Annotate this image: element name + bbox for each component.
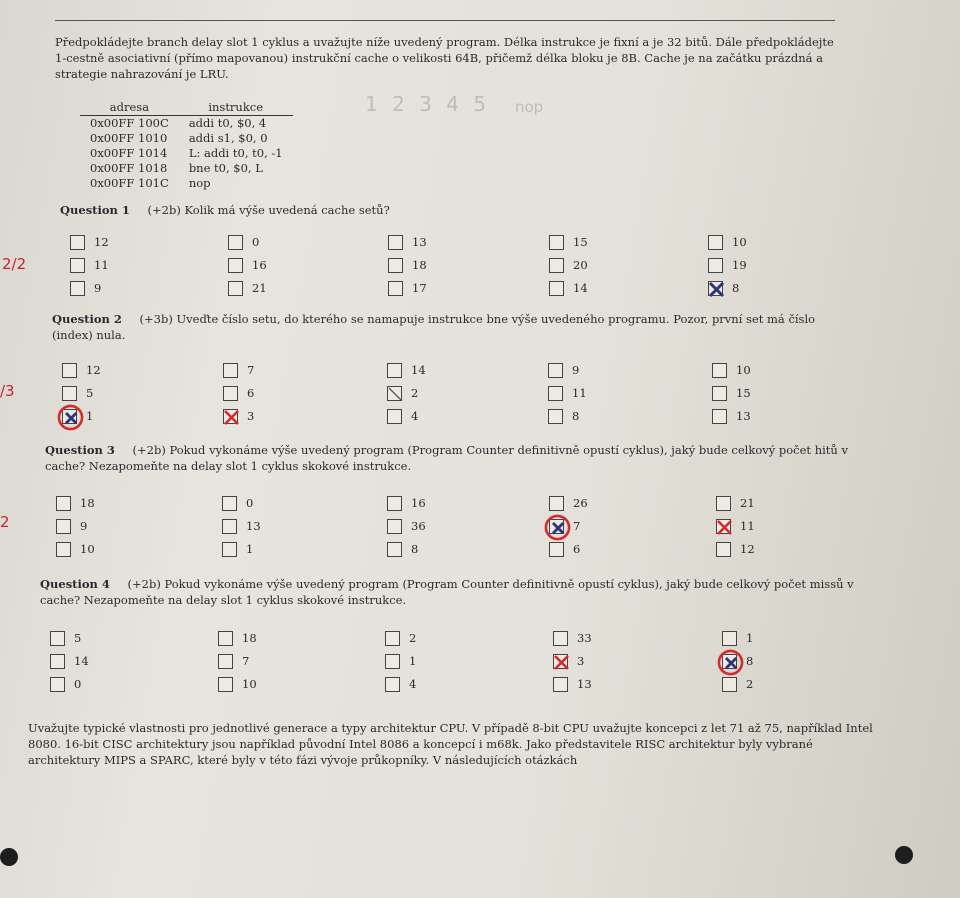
- answer-option[interactable]: [548, 361, 579, 379]
- answer-option[interactable]: [50, 629, 81, 647]
- answer-option[interactable]: [228, 256, 267, 274]
- checkbox[interactable]: [70, 258, 85, 273]
- checkbox[interactable]: [549, 519, 564, 534]
- checkbox[interactable]: [548, 386, 563, 401]
- checkbox[interactable]: [548, 409, 563, 424]
- question-title: Question 3: [45, 443, 115, 457]
- option-label: 8: [572, 409, 580, 423]
- checkbox[interactable]: [549, 258, 564, 273]
- answer-option[interactable]: [548, 407, 579, 425]
- option-label: 7: [242, 654, 250, 668]
- score-question-1: 2/2: [2, 255, 27, 273]
- checkbox[interactable]: [385, 654, 400, 669]
- answer-option[interactable]: [549, 233, 588, 251]
- option-label: 16: [411, 496, 426, 510]
- checkbox[interactable]: [222, 542, 237, 557]
- answer-option[interactable]: [56, 517, 87, 535]
- checkbox[interactable]: [548, 363, 563, 378]
- option-label: 13: [736, 409, 751, 423]
- checkbox[interactable]: [50, 631, 65, 646]
- option-label: 14: [411, 363, 426, 377]
- checkbox[interactable]: [70, 281, 85, 296]
- answer-option[interactable]: [223, 361, 254, 379]
- checkbox[interactable]: [385, 677, 400, 692]
- answer-option[interactable]: [708, 256, 747, 274]
- checkbox[interactable]: [722, 677, 737, 692]
- option-label: 26: [573, 496, 588, 510]
- option-label: 10: [736, 363, 751, 377]
- answer-option[interactable]: [553, 629, 592, 647]
- answer-option[interactable]: [388, 279, 427, 297]
- instruction-cell: nop: [188, 176, 211, 190]
- checkbox[interactable]: [712, 409, 727, 424]
- checkbox[interactable]: [549, 281, 564, 296]
- option-label: 5: [86, 386, 94, 400]
- checkbox[interactable]: [712, 386, 727, 401]
- table-header-address: adresa: [80, 100, 179, 116]
- option-label: 14: [573, 281, 588, 295]
- answer-option[interactable]: [385, 675, 416, 693]
- checkbox[interactable]: [56, 496, 71, 511]
- option-label: 2: [409, 631, 417, 645]
- answer-option[interactable]: [228, 233, 259, 251]
- checkbox[interactable]: [388, 235, 403, 250]
- answer-option[interactable]: [549, 279, 588, 297]
- checkbox[interactable]: [223, 363, 238, 378]
- option-label: 18: [80, 496, 95, 510]
- option-label: 7: [247, 363, 255, 377]
- checkbox[interactable]: [387, 542, 402, 557]
- checkbox[interactable]: [228, 235, 243, 250]
- question-1-header: [60, 202, 820, 218]
- checkbox[interactable]: [218, 654, 233, 669]
- checkbox[interactable]: [388, 281, 403, 296]
- option-label: 4: [411, 409, 419, 423]
- option-label: 1: [246, 542, 254, 556]
- option-label: 2: [746, 677, 754, 691]
- program-table: [80, 100, 293, 191]
- checkbox[interactable]: [228, 258, 243, 273]
- check-mark-icon: [57, 404, 84, 431]
- option-label: 19: [732, 258, 747, 272]
- answer-option[interactable]: [387, 407, 418, 425]
- checkbox[interactable]: [70, 235, 85, 250]
- option-label: 8: [732, 281, 740, 295]
- question-4-header: [40, 576, 860, 608]
- option-label: 33: [577, 631, 592, 645]
- answer-option[interactable]: [549, 540, 580, 558]
- answer-option[interactable]: [385, 652, 416, 670]
- option-label: 6: [573, 542, 581, 556]
- option-label: 21: [252, 281, 267, 295]
- check-mark-icon: [714, 517, 735, 538]
- answer-option[interactable]: [387, 540, 418, 558]
- option-label: 7: [573, 519, 581, 533]
- score-question-2: /3: [0, 382, 15, 400]
- checkbox[interactable]: [388, 258, 403, 273]
- option-label: 13: [246, 519, 261, 533]
- question-3-header: [45, 442, 850, 474]
- outro-paragraph: Uvažujte typické vlastnosti pro jednotlivé generace a typy architektur CPU. V případě 8-bit CPU uvažujte koncepci z let 71 až 75, například Intel 8080. 16-bit CISC architektury jsou například původní Intel 8086 a koncepcí i m68k. Jako představitele RISC architektur byly vybrané architektury MIPS a SPARC, které byly v této fázi vývoje průkopníky. V následujících otázkách: [28, 721, 873, 767]
- option-label: 8: [411, 542, 419, 556]
- top-rule: [55, 20, 835, 21]
- instruction-cell: bne t0, $0, L: [188, 161, 263, 175]
- checkbox[interactable]: [56, 542, 71, 557]
- answer-option[interactable]: [222, 540, 253, 558]
- option-label: 15: [736, 386, 751, 400]
- answer-option[interactable]: [722, 675, 753, 693]
- checkbox[interactable]: [549, 235, 564, 250]
- option-label: 12: [740, 542, 755, 556]
- answer-option[interactable]: [218, 675, 257, 693]
- answer-option[interactable]: [708, 233, 747, 251]
- answer-option[interactable]: [388, 233, 427, 251]
- checkbox[interactable]: [716, 519, 731, 534]
- pencil-note-numbers: 1 2 3 4 5: [365, 92, 491, 116]
- option-label: 3: [247, 409, 255, 423]
- answer-option[interactable]: [70, 233, 109, 251]
- checkbox[interactable]: [722, 654, 737, 669]
- answer-option[interactable]: [62, 384, 93, 402]
- intro-paragraph: Předpokládejte branch delay slot 1 cyklus a uvažujte níže uvedený program. Délka instrukce je fixní a je 32 bitů. Dále předpokládejte 1-cestně asociativní (přímo mapovanou) instrukční cache o velikosti 64B, přičemž délka bloku je 8B. Cache je na začátku prázdná a strategie nahrazování je LRU.: [55, 35, 834, 81]
- checkbox[interactable]: [722, 631, 737, 646]
- option-label: 1: [746, 631, 754, 645]
- checkbox[interactable]: [62, 363, 77, 378]
- pencil-slash-mark: [385, 384, 406, 405]
- checkbox[interactable]: [62, 409, 77, 424]
- pencil-note-nop: nop: [515, 98, 544, 116]
- option-label: 2: [411, 386, 419, 400]
- option-label: 1: [409, 654, 417, 668]
- score-question-3: 2: [0, 513, 10, 531]
- option-label: 9: [94, 281, 102, 295]
- binder-hole-right: [895, 846, 913, 864]
- option-label: 5: [74, 631, 82, 645]
- answer-option[interactable]: [553, 652, 584, 670]
- check-mark-icon: [551, 652, 572, 673]
- check-mark-icon: [544, 514, 571, 541]
- question-title: Question 2: [52, 312, 122, 326]
- answer-option[interactable]: [385, 629, 416, 647]
- question-text: (+2b) Kolik má výše uvedená cache setů?: [147, 203, 390, 217]
- option-label: 0: [246, 496, 254, 510]
- check-mark-icon: [717, 649, 744, 676]
- option-label: 10: [242, 677, 257, 691]
- answer-option[interactable]: [56, 540, 95, 558]
- checkbox[interactable]: [218, 631, 233, 646]
- table-row: [80, 131, 293, 146]
- option-label: 13: [412, 235, 427, 249]
- option-label: 8: [746, 654, 754, 668]
- checkbox[interactable]: [387, 496, 402, 511]
- table-row: [80, 176, 293, 191]
- checkbox[interactable]: [50, 654, 65, 669]
- answer-option[interactable]: [549, 256, 588, 274]
- question-title: Question 1: [60, 203, 130, 217]
- option-label: 6: [247, 386, 255, 400]
- answer-option[interactable]: [222, 517, 261, 535]
- answer-option[interactable]: [218, 629, 257, 647]
- checkbox[interactable]: [708, 281, 723, 296]
- option-label: 4: [409, 677, 417, 691]
- checkbox[interactable]: [549, 542, 564, 557]
- answer-option[interactable]: [553, 675, 592, 693]
- answer-option[interactable]: [223, 384, 254, 402]
- answer-option[interactable]: [712, 361, 751, 379]
- option-label: 9: [572, 363, 580, 377]
- checkbox[interactable]: [222, 496, 237, 511]
- checkbox[interactable]: [56, 519, 71, 534]
- instruction-cell: addi t0, $0, 4: [188, 116, 267, 130]
- checkbox[interactable]: [549, 496, 564, 511]
- option-label: 1: [86, 409, 94, 423]
- option-label: 17: [412, 281, 427, 295]
- option-label: 12: [94, 235, 109, 249]
- answer-option[interactable]: [712, 407, 751, 425]
- address-cell: 0x00FF 100C: [90, 116, 169, 130]
- checkbox[interactable]: [387, 409, 402, 424]
- answer-option[interactable]: [716, 517, 755, 535]
- checkbox[interactable]: [228, 281, 243, 296]
- question-text: (+2b) Pokud vykonáme výše uvedený program (Program Counter definitivně opustí cyklus), jaký bude celkový počet hitů v cache? Nezapomeňte na delay slot 1 cyklus skokové instrukce.: [45, 443, 848, 473]
- checkbox[interactable]: [223, 409, 238, 424]
- option-label: 12: [86, 363, 101, 377]
- option-label: 18: [242, 631, 257, 645]
- answer-option[interactable]: [548, 384, 587, 402]
- answer-option[interactable]: [712, 384, 751, 402]
- answer-option[interactable]: [549, 517, 580, 535]
- answer-option[interactable]: [387, 494, 426, 512]
- answer-option[interactable]: [722, 652, 753, 670]
- answer-option[interactable]: [722, 629, 753, 647]
- checkbox[interactable]: [553, 631, 568, 646]
- instruction-cell: L: addi t0, t0, -1: [188, 146, 283, 160]
- answer-option[interactable]: [70, 256, 109, 274]
- instruction-cell: addi s1, $0, 0: [188, 131, 268, 145]
- checkbox[interactable]: [708, 258, 723, 273]
- option-label: 14: [74, 654, 89, 668]
- answer-option[interactable]: [387, 384, 418, 402]
- option-label: 18: [412, 258, 427, 272]
- answer-option[interactable]: [56, 494, 95, 512]
- checkbox[interactable]: [553, 677, 568, 692]
- answer-option[interactable]: [218, 652, 249, 670]
- table-header-instruction: instrukce: [179, 100, 293, 116]
- checkbox[interactable]: [62, 386, 77, 401]
- checkbox[interactable]: [218, 677, 233, 692]
- option-label: 11: [94, 258, 109, 272]
- binder-hole-left: [0, 848, 18, 866]
- question-title: Question 4: [40, 577, 110, 591]
- checkbox[interactable]: [387, 519, 402, 534]
- answer-option[interactable]: [387, 517, 426, 535]
- check-mark-icon: [706, 279, 727, 300]
- checkbox[interactable]: [50, 677, 65, 692]
- checkbox[interactable]: [223, 386, 238, 401]
- option-label: 13: [577, 677, 592, 691]
- question-2-header: [52, 311, 842, 343]
- answer-option[interactable]: [549, 494, 588, 512]
- question-text: (+3b) Uveďte číslo setu, do kterého se namapuje instrukce bne výše uvedeného programu. Pozor, první set má číslo (index) nula.: [52, 312, 816, 342]
- address-cell: 0x00FF 1018: [90, 161, 168, 175]
- option-label: 15: [573, 235, 588, 249]
- option-label: 36: [411, 519, 426, 533]
- checkbox[interactable]: [712, 363, 727, 378]
- checkbox[interactable]: [387, 363, 402, 378]
- address-cell: 0x00FF 101C: [90, 176, 169, 190]
- answer-option[interactable]: [62, 361, 101, 379]
- checkbox[interactable]: [385, 631, 400, 646]
- option-label: 20: [573, 258, 588, 272]
- option-label: 11: [572, 386, 587, 400]
- checkbox[interactable]: [716, 496, 731, 511]
- checkbox[interactable]: [387, 386, 402, 401]
- option-label: 21: [740, 496, 755, 510]
- answer-option[interactable]: [70, 279, 101, 297]
- option-label: 16: [252, 258, 267, 272]
- option-label: 10: [80, 542, 95, 556]
- answer-option[interactable]: [50, 675, 81, 693]
- option-label: 9: [80, 519, 88, 533]
- checkbox[interactable]: [222, 519, 237, 534]
- answer-option[interactable]: [50, 652, 89, 670]
- answer-option[interactable]: [708, 279, 739, 297]
- answer-option[interactable]: [222, 494, 253, 512]
- option-label: 3: [577, 654, 585, 668]
- answer-option[interactable]: [223, 407, 254, 425]
- table-row: [80, 161, 293, 176]
- table-row: [80, 146, 293, 161]
- address-cell: 0x00FF 1010: [90, 131, 168, 145]
- checkbox[interactable]: [708, 235, 723, 250]
- question-text: (+2b) Pokud vykonáme výše uvedený program (Program Counter definitivně opustí cyklus), jaký bude celkový počet missů v cache? Nezapomeňte na delay slot 1 cyklus skokové instrukce.: [40, 577, 854, 607]
- answer-option[interactable]: [716, 540, 755, 558]
- answer-option[interactable]: [62, 407, 93, 425]
- option-label: 0: [74, 677, 82, 691]
- option-label: 11: [740, 519, 755, 533]
- answer-option[interactable]: [387, 361, 426, 379]
- checkbox[interactable]: [553, 654, 568, 669]
- checkbox[interactable]: [716, 542, 731, 557]
- table-row: [80, 116, 293, 132]
- answer-option[interactable]: [228, 279, 267, 297]
- answer-option[interactable]: [388, 256, 427, 274]
- option-label: 10: [732, 235, 747, 249]
- answer-option[interactable]: [716, 494, 755, 512]
- option-label: 0: [252, 235, 260, 249]
- check-mark-icon: [221, 407, 242, 428]
- address-cell: 0x00FF 1014: [90, 146, 168, 160]
